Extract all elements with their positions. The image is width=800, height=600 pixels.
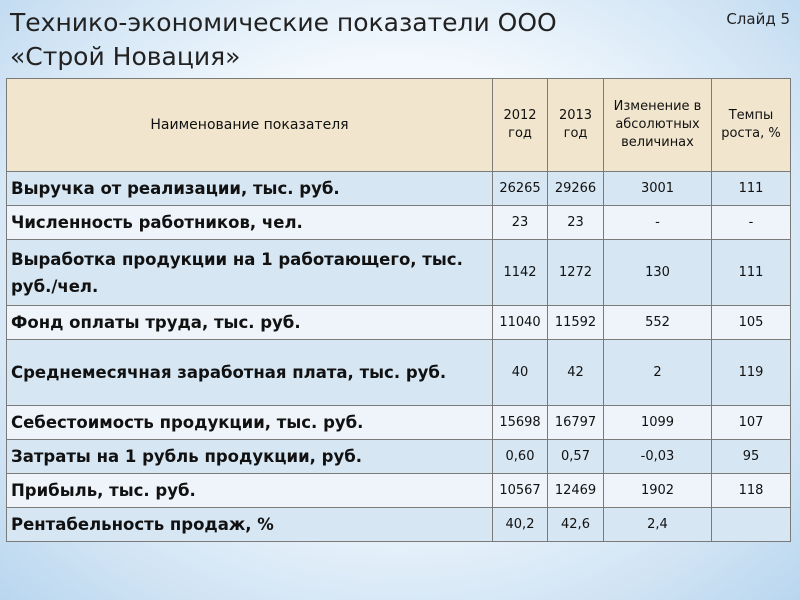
row-name: Фонд оплаты труда, тыс. руб. xyxy=(7,306,493,340)
row-change: -0,03 xyxy=(604,440,712,474)
row-growth xyxy=(712,508,791,542)
row-2012: 11040 xyxy=(493,306,548,340)
table-header-row xyxy=(7,79,791,172)
row-2012: 1142 xyxy=(493,240,548,306)
row-growth: 118 xyxy=(712,474,791,508)
row-name: Прибыль, тыс. руб. xyxy=(7,474,493,508)
row-growth: 119 xyxy=(712,340,791,406)
slide-title: Технико-экономические показатели ООО «Строй Новация» xyxy=(10,8,557,71)
row-2013: 11592 xyxy=(548,306,604,340)
row-growth: 95 xyxy=(712,440,791,474)
row-2013: 29266 xyxy=(548,172,604,206)
row-name: Рентабельность продаж, % xyxy=(7,508,493,542)
row-change: 3001 xyxy=(604,172,712,206)
row-2013: 0,57 xyxy=(548,440,604,474)
row-growth: 111 xyxy=(712,172,791,206)
header-2012: 2012 год xyxy=(493,79,548,172)
row-2013: 12469 xyxy=(548,474,604,508)
table-row xyxy=(7,172,791,206)
table-row xyxy=(7,340,791,406)
row-change: 552 xyxy=(604,306,712,340)
indicators-table xyxy=(6,78,791,542)
table-row xyxy=(7,206,791,240)
row-2013: 16797 xyxy=(548,406,604,440)
row-name: Выручка от реализации, тыс. руб. xyxy=(7,172,493,206)
row-2013: 1272 xyxy=(548,240,604,306)
row-2012: 0,60 xyxy=(493,440,548,474)
row-name: Затраты на 1 рубль продукции, руб. xyxy=(7,440,493,474)
row-2013: 42,6 xyxy=(548,508,604,542)
row-2012: 23 xyxy=(493,206,548,240)
header-name: Наименование показателя xyxy=(7,79,493,172)
row-2012: 40,2 xyxy=(493,508,548,542)
row-2013: 23 xyxy=(548,206,604,240)
table-row xyxy=(7,406,791,440)
row-change: - xyxy=(604,206,712,240)
slide-number: Слайд 5 xyxy=(726,10,790,28)
table-row xyxy=(7,440,791,474)
header-2013: 2013 год xyxy=(548,79,604,172)
row-change: 130 xyxy=(604,240,712,306)
row-growth: 107 xyxy=(712,406,791,440)
row-growth: 105 xyxy=(712,306,791,340)
row-change: 1902 xyxy=(604,474,712,508)
row-change: 1099 xyxy=(604,406,712,440)
header-growth: Темпы роста, % xyxy=(712,79,791,172)
table-row xyxy=(7,474,791,508)
row-name: Себестоимость продукции, тыс. руб. xyxy=(7,406,493,440)
row-change: 2 xyxy=(604,340,712,406)
row-2012: 10567 xyxy=(493,474,548,508)
table-row xyxy=(7,306,791,340)
row-2013: 42 xyxy=(548,340,604,406)
row-name: Выработка продукции на 1 работающего, тыс. руб./чел. xyxy=(7,240,493,306)
row-2012: 15698 xyxy=(493,406,548,440)
row-2012: 40 xyxy=(493,340,548,406)
row-change: 2,4 xyxy=(604,508,712,542)
table-row xyxy=(7,240,791,306)
row-growth: 111 xyxy=(712,240,791,306)
row-growth: - xyxy=(712,206,791,240)
row-name: Численность работников, чел. xyxy=(7,206,493,240)
header-change: Изменение в абсолютных величинах xyxy=(604,79,712,172)
table-row xyxy=(7,508,791,542)
row-2012: 26265 xyxy=(493,172,548,206)
row-name: Среднемесячная заработная плата, тыс. руб. xyxy=(7,340,493,406)
